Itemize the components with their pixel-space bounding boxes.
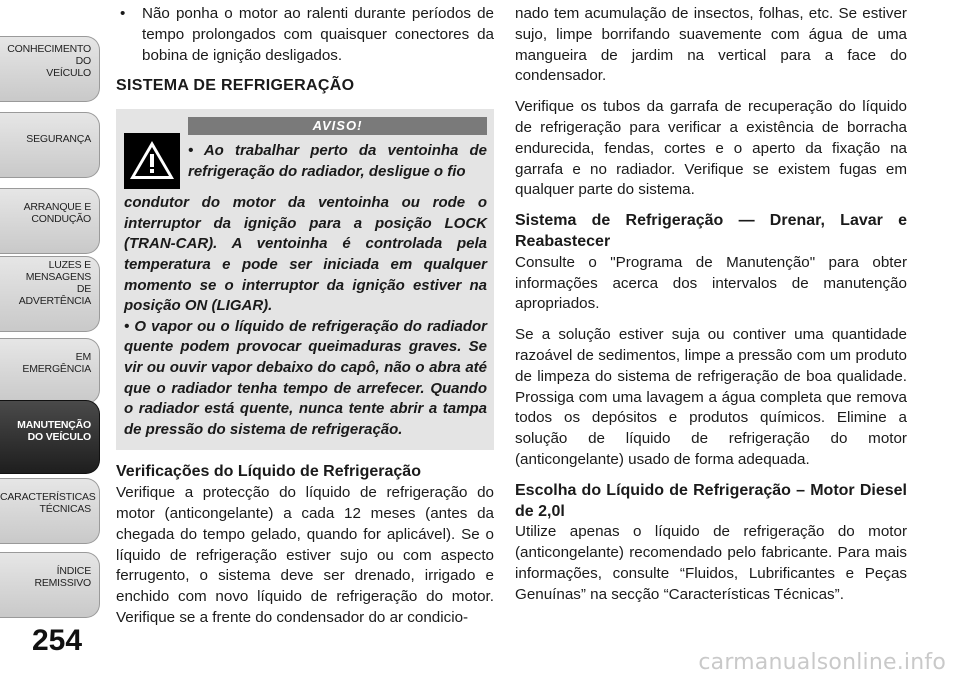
section-title: SISTEMA DE REFRIGERAÇÃO (116, 77, 355, 95)
tab-indice-remissivo[interactable]: ÍNDICE REMISSIVO (0, 552, 100, 618)
paragraph-hoses: Verifique os tubos da garrafa de recuperação do líquido de refrigeração para verificar a existência de borracha endurecida, fendas, cortes e o aperto da fixação na garrafa e no radiador. Verifique se existem fugas em qualquer parte do sistema. (515, 98, 907, 199)
left-column (116, 4, 494, 639)
drain-flush-title: Sistema de Refrigeração — Drenar, Lavar e Reabastecer (515, 212, 907, 250)
tab-arranque-e-conducao[interactable]: ARRANQUE E CONDUÇÃO (0, 188, 100, 254)
coolant-checks (116, 462, 494, 628)
drain-flush-text: Consulte o "Programa de Manutenção" para obter informações acerca dos intervalos de manutenção apropriados. (515, 253, 907, 313)
coolant-choice-title: Escolha do Líquido de Refrigeração – Motor Diesel de 2,0l (515, 481, 907, 520)
tab-seguranca[interactable]: SEGURANÇA (0, 112, 100, 178)
tab-caracteristicas-tecnicas[interactable]: CARACTERÍSTICAS TÉCNICAS (0, 478, 100, 544)
tab-manutencao-do-veiculo[interactable]: MANUTENÇÃO DO VEÍCULO (0, 400, 100, 474)
warning-bullet-2: • O vapor ou o líquido de refrigeração do radiador quente podem provocar queimaduras graves. Se vir ou ouvir vapor debaixo do capô, não o abra até que o radiador tenha tempo de arrefecer. Quando o radiador está quente, nunca tente abrir a tampa de pressão do sistema de refrigeração. (124, 317, 487, 438)
coolant-checks-text: Verifique a protecção do líquido de refrigeração do motor (anticongelante) a cada 12 meses (antes da chegada do tempo gelado, quando for aplicável). Se o líquido de refrigeração estiver sujo ou com aspecto ferrugento, o sistema deve ser drenado, irrigado e enchido com novo líquido de refrigeração do motor. Verifique se a frente do condensador do ar condicio- (116, 484, 494, 626)
warning-bullet-1-rest: condutor do motor da ventoinha ou rode o interruptor da ignição para a posição LOCK (TRAN-CAR). A ventoinha é controlada pela temperatura e pode ser iniciada em qualquer momento se o interruptor da ignição estiver na posição ON (LIGAR). (124, 194, 487, 315)
warning-label: AVISO! (188, 117, 487, 135)
intro-bullet: • Não ponha o motor ao ralenti durante períodos de tempo prolongados com quaisquer conectores da bobina de ignição desligados. (120, 5, 494, 64)
coolant-choice (515, 481, 907, 606)
coolant-checks-title: Verificações do Líquido de Refrigeração (116, 463, 421, 481)
drain-flush-refill (515, 211, 907, 315)
tab-em-emergencia[interactable]: EM EMERGÊNCIA (0, 338, 100, 404)
paragraph-cleaning: Se a solução estiver suja ou contiver uma quantidade razoável de sedimentos, limpe a pressão com um produto de limpeza do sistema de refrigeração de boa qualidade. Prossiga com uma lavagem a água completa que remova todos os depósitos e produtos químicos. Elimine a solução de líquido de refrigeração do motor (anticongelante) usado de forma adequada. (515, 326, 907, 468)
warning-bullet-1-start: • Ao trabalhar perto da ventoinha de refrigeração do radiador, desligue o fio (188, 142, 487, 180)
tab-conhecimento-do-veiculo[interactable]: CONHECIMENTO DO VEÍCULO (0, 36, 100, 102)
bullet-dot: • (120, 5, 126, 22)
paragraph-condenser: nado tem acumulação de insectos, folhas, etc. Se estiver sujo, limpe borrifando suavemente com água de uma mangueira de jardim na vertical para a face do condensador. (515, 5, 907, 85)
coolant-choice-text: Utilize apenas o líquido de refrigeração do motor (anticongelante) recomendado pelo fabricante. Para mais informações, consulte “Fluidos, Lubrificantes e Peças Genuínas” na secção “Características Técnicas”. (515, 523, 907, 603)
warning-box (116, 109, 494, 450)
page-number: 254 (31, 624, 83, 657)
chapter-tabs (0, 0, 104, 678)
right-column (515, 4, 907, 616)
tab-luzes-e-mensagens[interactable]: LUZES E MENSAGENS DE ADVERTÊNCIA (0, 256, 100, 332)
watermark: carmanualsonline.info (698, 650, 946, 675)
warning-triangle-icon (124, 133, 180, 189)
